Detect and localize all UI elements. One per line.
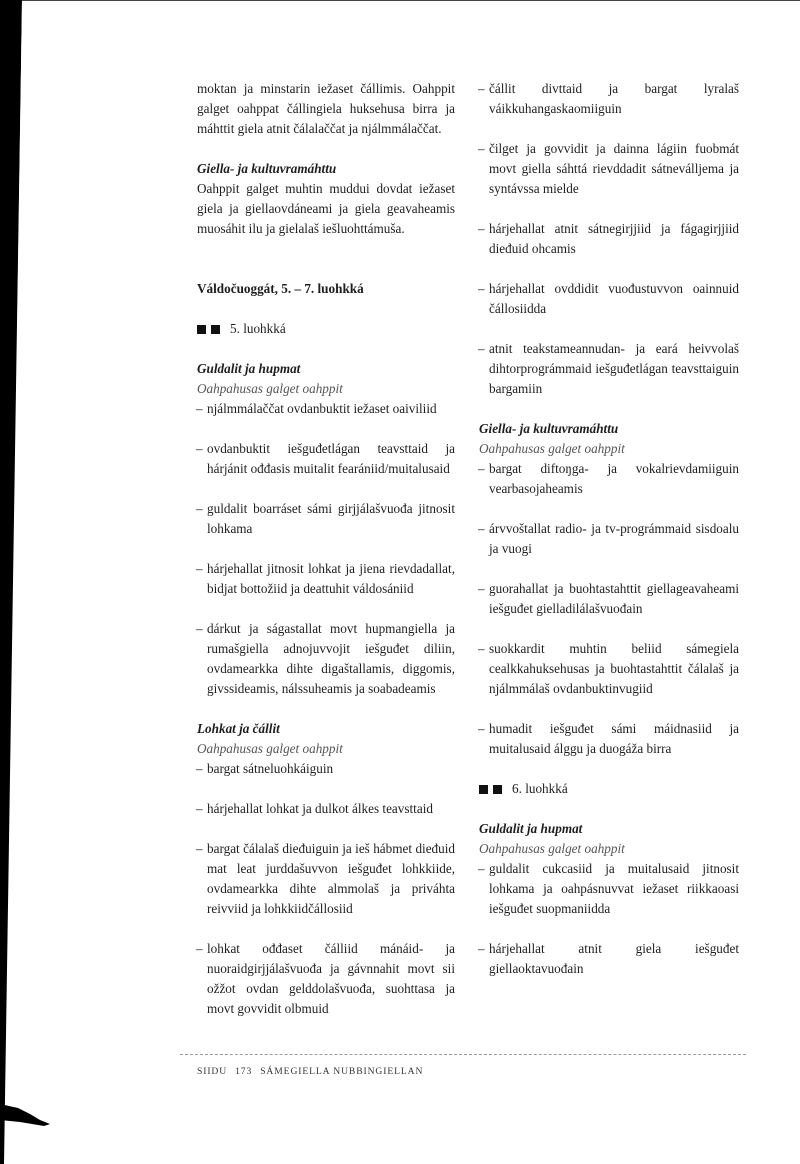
intro-paragraph: moktan ja minstarin iežaset čállimis. Oahppit galget oahppat čállingiela huksehusa birra ja máhttit giela atnit čálalaččat ja njálmmálaččat.	[197, 81, 455, 136]
grade-6-heading	[479, 779, 739, 799]
list-item: – ovdanbuktit iešguđetlágan teavsttaid ja hárjánit ođđasis muitalit fearániid/muitalusaid	[197, 439, 455, 479]
block-heading: Guldalit ja hupmat	[479, 821, 583, 836]
square-bullet-icon	[479, 785, 488, 794]
block-subheading: Oahpahusas galget oahppit	[197, 741, 343, 756]
list-item: – árvvoštallat radio- ja tv-prográmmaid sisdoalu ja vuogi	[479, 519, 739, 559]
list-item: – bargat diftoŋga- ja vokalrievdamiiguin vearbasojaheamis	[479, 459, 739, 499]
page-number: 173	[235, 1066, 253, 1077]
list-item: – humadit iešguđet sámi máidnasiid ja muitalusaid álggu ja duogáža birra	[479, 719, 739, 759]
square-bullet-icon	[211, 325, 220, 334]
list-item: – hárjehallat jitnosit lohkat ja jiena rievdadallat, bidjat bottožiid ja deattuhit váldosániid	[197, 559, 455, 599]
grade-5-heading	[197, 319, 455, 339]
list-item: – guldalit boarráset sámi girjjálašvuođa jitnosit lohkama	[197, 499, 455, 539]
list-item: – suokkardit muhtin beliid sámegiela cealkkahuksehusas ja buohtastahttit čálalaš ja njálmmálaš ovdanbuktinvugiid	[479, 639, 739, 699]
left-column	[197, 79, 455, 1019]
list-item: – čállit divttaid ja bargat lyralaš váikkuhangaskaomiiguin	[479, 79, 739, 119]
list-item: – bargat čálalaš dieđuiguin ja ieš hábmet dieđuid mat leat jurddašuvvon iešguđet lohkkiide, ovdamearkka dihte almmolaš ja priváhta reivviid ja lohkkiidčállosiid	[197, 839, 455, 919]
block-heading: Lohkat ja čállit	[197, 721, 280, 736]
list-item: – hárjehallat atnit sátnegirjjiid ja fágagirjjiid dieđuid ohcamis	[479, 219, 739, 259]
block-heading: Giella- ja kultuvramáhttu	[479, 421, 619, 436]
grade-label: 6. luohkká	[512, 781, 568, 796]
scan-smudge	[0, 1098, 60, 1128]
list-item: – hárjehallat ovddidit vuođustuvvon oainnuid čállosiidda	[479, 279, 739, 319]
section-title: Váldočuoggát, 5. – 7. luohkká	[197, 281, 364, 296]
list-item: – njálmmálaččat ovdanbuktit iežaset oaiviliid	[197, 399, 455, 419]
list-item: – čilget ja govvidit ja dainna lágiin fuobmát movt giella sáhttá rievddadit sátneválljema ja syntávssa mielde	[479, 139, 739, 199]
list-item: – guldalit cukcasiid ja muitalusaid jitnosit lohkama ja oahpásnuvvat iežaset riikkaoasi iešguđet suopmaniidda	[479, 859, 739, 919]
block-heading: Guldalit ja hupmat	[197, 361, 301, 376]
scan-top-edge	[0, 0, 800, 1]
list-item: – lohkat ođđaset čálliid mánáid- ja nuoraidgirjjálašvuođa ja gávnnahit movt sii ožžot ovdan gelddolašvuođa, suohttasa ja movt govvidit olbmuid	[197, 939, 455, 1019]
list-item: – hárjehallat atnit giela iešguđet giellaoktavuođain	[479, 939, 739, 979]
block-subheading: Oahpahusas galget oahppit	[197, 381, 343, 396]
list-item: – hárjehallat lohkat ja dulkot álkes teavsttaid	[197, 799, 455, 819]
culture-heading: Giella- ja kultuvramáhttu	[197, 161, 337, 176]
footer-title: SÁMEGIELLA NUBBINGIELLAN	[260, 1066, 424, 1077]
list-item: – guorahallat ja buohtastahttit giellageavaheami iešguđet gielladilálašvuođain	[479, 579, 739, 619]
right-column	[479, 79, 739, 979]
grade-label: 5. luohkká	[230, 321, 286, 336]
footer-divider	[180, 1054, 746, 1055]
block-subheading: Oahpahusas galget oahppit	[479, 441, 625, 456]
footer-section-label: SIIDU	[197, 1066, 228, 1077]
list-item: – atnit teakstameannudan- ja eará heivvolaš dihtorprográmmaid iešguđetlágan teavsttaiguin bargamiin	[479, 339, 739, 399]
square-bullet-icon	[493, 785, 502, 794]
list-item: – dárkut ja ságastallat movt hupmangiella ja rumašgiella adnojuvvojit iešguđet diliin, ovdamearkka dihte digaštallamis, diggomis, givssideamis, nálssuheamis ja soabadeamis	[197, 619, 455, 699]
square-bullet-icon	[197, 325, 206, 334]
page-footer	[197, 1062, 423, 1082]
culture-paragraph: Oahppit galget muhtin muddui dovdat iežaset giela ja giellaovdáneami ja giela geavaheamis muosáhit ilu ja gielalaš iešluohttámuša.	[197, 181, 455, 236]
list-item: – bargat sátneluohkáiguin	[197, 759, 455, 779]
block-subheading: Oahpahusas galget oahppit	[479, 841, 625, 856]
